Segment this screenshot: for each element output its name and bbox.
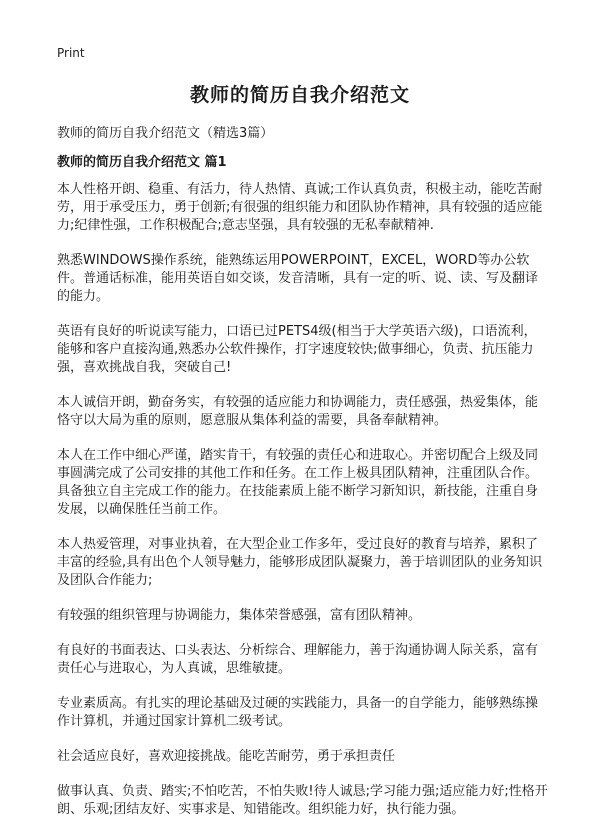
- paragraph: 有良好的书面表达、口头表达、分析综合、理解能力，善于沟通协调人际关系，富有责任心与进取心，为人真诚，思维敏捷。: [57, 643, 539, 676]
- paragraph: 本人性格开朗、稳重、有活力，待人热情、真诚;工作认真负责，积极主动，能吃苦耐劳，用于承受压力，勇于创新;有很强的组织能力和团队协作精神，具有较强的适应能力;纪律性强，工作积极配合;意志坚强，具有较强的无私奉献精神.: [57, 182, 543, 233]
- document-subtitle: 教师的简历自我介绍范文（精选3篇）: [57, 126, 274, 141]
- paragraph: 有较强的组织管理与协调能力，集体荣誉感强，富有团队精神。: [57, 608, 422, 623]
- document-title: 教师的简历自我介绍范文: [189, 84, 410, 106]
- print-link[interactable]: Print: [57, 46, 85, 60]
- paragraph: 做事认真、负责、踏实;不怕吃苦，不怕失败!待人诚恳;学习能力强;适应能力好;性格开朗、乐观;团结友好、实事求是、知错能改。组织能力好，执行能力强。: [57, 784, 548, 817]
- paragraph: 社会适应良好，喜欢迎接挑战。能吃苦耐劳，勇于承担责任: [57, 749, 396, 764]
- document-body: [57, 181, 549, 836]
- section-heading: 教师的简历自我介绍范文 篇1: [57, 155, 227, 170]
- paragraph: 熟悉WINDOWS操作系统，能熟练运用POWERPOINT，EXCEL，WORD等办公软件。普通话标准，能用英语自如交谈，发音清晰，具有一定的听、说、读、写及翻译的能力。: [57, 253, 539, 304]
- paragraph: 本人在工作中细心严谨，踏实肯干，有较强的责任心和进取心。并密切配合上级及同事圆满完成了公司安排的其他工作和任务。在工作上极具团队精神，注重团队合作。具备独立自主完成工作的能力。在技能素质上能不断学习新知识，新技能，注重自身发展，以确保胜任当前工作。: [57, 448, 539, 517]
- paragraph: 本人热爱管理，对事业执着，在大型企业工作多年，受过良好的教育与培养，累积了丰富的经验,具有出色个人领导魅力，能够形成团队凝聚力，善于培训团队的业务知识及团队合作能力;: [57, 537, 543, 588]
- paragraph: 英语有良好的听说读写能力，口语已过PETS4级(相当于大学英语六级)，口语流利，能够和客户直接沟通,熟悉办公软件操作，打字速度较快;做事细心，负责、抗压能力强，喜欢挑战自我，突破自己!: [57, 324, 537, 375]
- paragraph: 专业素质高。有扎实的理论基础及过硬的实践能力，具备一的自学能力，能够熟练操作计算机，并通过国家计算机二级考试。: [57, 696, 539, 729]
- paragraph: 本人诚信开朗，勤奋务实，有较强的适应能力和协调能力，责任感强，热爱集体，能恪守以大局为重的原则，愿意服从集体利益的需要，具备奉献精神。: [57, 395, 539, 428]
